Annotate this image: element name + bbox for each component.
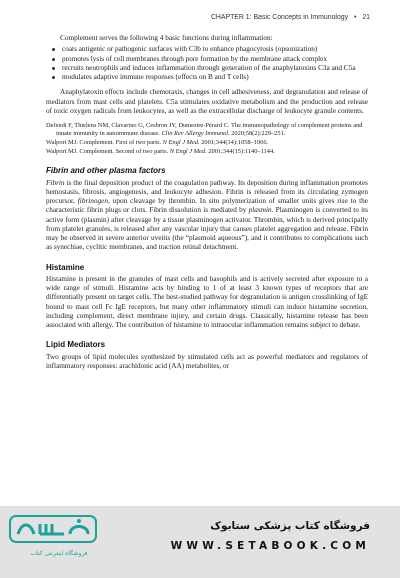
watermark-footer [0,506,400,578]
shop-url[interactable]: WWW.SETABOOK.COM [170,540,370,552]
fibrin-heading: Fibrin and other plasma factors [46,166,166,176]
histamine-paragraph: Histamine is present in the granules of mast cells and basophils and is actively secreted after exposure to a wide range of stimuli. Histamine acts by binding to 1 of at least 3 known types of receptors that are differentially present on target cells. The best-studied pathway for degranulation is antigen crosslinking of IgE bound to mast cell Fc IgE receptors, but many other inflammatory stimuli can induce histamine secretion, including complement, direct membrane injury, and certain drugs. Classically, histamine release has been associated with allergy. The contribution of histamine to intraocular inflammation remains subject to debate. [46,274,368,330]
reference-item: Defendi F, Thielens NM, Clavarino G, Cesbron JY, Dumestre-Pérard C. The immunopathology of complement proteins and innate immunity in autoimmune disease. Clin Rev Allergy Immunol. 2020;58(2):229–251. [46,122,363,138]
list-item: recruits neutrophils and induces inflammation through generation of the anaphylatoxins C3a and C5a [62,64,368,73]
anaphylatoxin-paragraph: Anaphylatoxin effects include chemotaxis, changes in cell adhesiveness, and degranulation and release of mediators from mast cells and platelets. C5a stimulates oxidative metabolism and the production and release of toxic oxygen radicals from leukocytes, as well as the extracellular discharge of leukocyte granule contents. [46,88,368,115]
reference-list [46,122,368,156]
logo-subtitle: فروشگاه اینترنتی کتاب [30,550,88,557]
page-number: 21 [362,14,370,21]
setabook-logo [8,512,98,546]
shop-name: فروشگاه کتاب پزشکی ستابوک [210,520,370,532]
complement-intro: Complement serves the following 4 basic functions during inflammation: [60,34,273,42]
list-item: promotes lysis of cell membranes through pore formation by the membrane attack complex [62,55,368,64]
list-item: modulates adaptive immune responses (effects on B and T cells) [62,73,368,82]
lipid-heading: Lipid Mediators [46,340,106,350]
body-text [46,34,368,371]
running-head [50,14,370,21]
header-separator: • [353,14,357,21]
list-item: coats antigenic or pathogenic surfaces with C3b to enhance phagocytosis (opsonization) [62,45,368,54]
setabook-logo-icon [8,512,98,546]
reference-item: Walport MJ. Complement. Second of two parts. N Engl J Med. 2001;344(15):1140–1144. [46,148,275,156]
lipid-paragraph: Two groups of lipid molecules synthesized by stimulated cells act as powerful mediators and regulators of inflammatory responses: arachidonic acid (AA) metabolites, or [46,352,368,370]
histamine-heading: Histamine [46,262,85,272]
reference-item: Walport MJ. Complement. First of two parts. N Engl J Med. 2001;344(14):1058–1066. [46,139,269,147]
fibrin-paragraph: Fibrin is the final deposition product of the coagulation pathway. Its deposition during inflammation promotes hemostasis, fibrosis, angiogenesis, and leukocyte adhesion. Fibrin is released from its circulating zymogen precursor, fibrinogen, upon cleavage by thrombin. In situ polymerization of smaller units gives rise to the characteristic fibrin plugs or clots. Fibrin dissolution is mediated by plasmin. Plasminogen is converted to its active form (plasmin) after cleavage by a tissue plasminogen activator. Thrombin, which is derived principally from platelet granules, is released after any vascular injury that causes platelet aggregation and release. Fibrin may be observed in severe anterior uveitis (the “plasmoid aqueous”), and it contributes to complications such as synechiae, cyclitic membranes, and traction retinal detachment. [46,178,368,252]
chapter-title: CHAPTER 1: Basic Concepts in Immunology [210,14,349,21]
complement-functions-list [46,45,368,82]
